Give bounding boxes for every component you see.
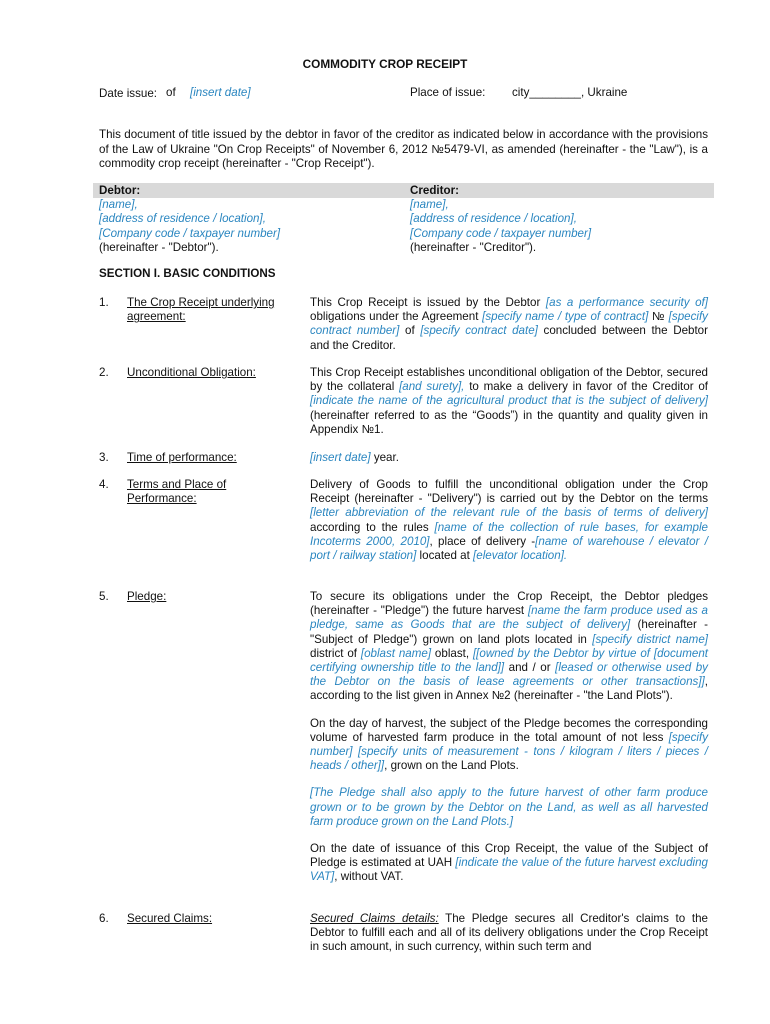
pledge-paragraph-3 — [310, 786, 708, 829]
clause-text: oblast, — [431, 646, 473, 660]
placeholder-text: [specify name / type of contract] — [482, 310, 649, 324]
creditor-block — [410, 184, 710, 255]
clause-text: (hereinafter - "Subject of Pledge") grown on land plots located in — [310, 618, 708, 646]
clause-text: The Pledge secures all Creditor's claims to the Debtor to fulfill each and all of its delivery obligations under the Crop Receipt in such amount, in such currency, within such term and — [310, 912, 708, 954]
placeholder-text: [name of warehouse / elevator / port / railway station] — [310, 534, 708, 563]
clause-label: Terms and Place of Performance: — [127, 478, 227, 506]
clause-text: and / or — [504, 661, 556, 675]
clause-text: This Crop Receipt establishes unconditional obligation of the Debtor, secured by the collateral — [310, 366, 708, 394]
placeholder-text: [specify number] [specify units of measurement - tons / kilogram / liters / pieces / heads / other]] — [310, 730, 708, 773]
placeholder-text: [letter abbreviation of the relevant rule of the basis of terms of delivery] — [310, 506, 708, 520]
clause-text: of — [399, 324, 421, 338]
clause-body — [310, 451, 708, 465]
placeholder-text: [and surety], — [399, 380, 465, 394]
clause-number: 2. — [99, 366, 109, 379]
clause-label: Unconditional Obligation: — [127, 366, 256, 379]
creditor-name: [name], — [410, 198, 449, 212]
placeholder-text: [specify contract number] — [310, 310, 708, 338]
creditor-hereinafter: (hereinafter - "Creditor"). — [410, 240, 537, 254]
placeholder-text: [indicate the value of the future harvest excluding VAT] — [310, 856, 709, 884]
clause-label: Secured Claims: — [127, 912, 213, 925]
clause-text: , without VAT. — [334, 870, 404, 884]
placeholder-text: [as a performance security of] — [545, 296, 708, 309]
pledge-paragraph-2 — [310, 717, 708, 774]
clause-number: 4. — [99, 478, 109, 491]
placeholder-text: [indicate the name of the agricultural product that is the subject of delivery] — [310, 394, 708, 408]
clause-text: To secure its obligations under the Crop Receipt, the Debtor pledges (hereinafter - "Pledge") the future harvest — [310, 590, 708, 618]
creditor-title: Creditor: — [410, 184, 459, 197]
placeholder-text: [oblast name] — [360, 646, 432, 660]
placeholder-text: [elevator location]. — [473, 549, 568, 563]
clause-number: 3. — [99, 451, 109, 464]
pledge-paragraph-1 — [310, 590, 708, 704]
clause-text: to make a delivery in favor of the Creditor of — [464, 380, 708, 394]
clause-body — [310, 296, 708, 353]
clause-text: district of — [310, 646, 361, 660]
placeholder-text: [leased or otherwise used by the Debtor on the basis of lease agreements or other transactions]] — [310, 661, 708, 689]
clause-text: , grown on the Land Plots. — [384, 759, 519, 773]
placeholder-text: [The Pledge shall also apply to the future harvest of other farm produce grown or to be grown by the Debtor on the Land, as well as all harvested farm produce grown on the Land Plots.] — [310, 786, 708, 828]
creditor-code: [Company code / taxpayer number] — [410, 226, 592, 240]
clause-text: Delivery of Goods to fulfill the unconditional obligation under the Crop Receipt (hereinafter - "Delivery") is carried out by the Debtor on the terms — [310, 478, 708, 506]
clause-body — [310, 478, 708, 563]
clause-text: year. — [370, 451, 399, 464]
debtor-hereinafter: (hereinafter - "Debtor"). — [99, 240, 219, 254]
secured-claims-details-heading: Secured Claims details: — [310, 912, 439, 925]
creditor-address: [address of residence / location], — [410, 212, 577, 226]
clause-label: Pledge: — [127, 590, 167, 603]
of-label: of — [166, 86, 176, 99]
clause-text: , place of delivery - — [429, 534, 536, 548]
placeholder-text: [name of the collection of rule bases, for example Incoterms 2000, 2010] — [310, 520, 709, 548]
clause-text: concluded between the Debtor and the Creditor. — [310, 324, 708, 352]
date-issue-label: Date issue: — [99, 87, 157, 100]
clause-text: № — [648, 310, 669, 324]
clause-text: located at — [416, 549, 474, 563]
clause-text: obligations under the Agreement — [310, 310, 483, 324]
placeholder-text: [name the farm produce used as a pledge, same as Goods that are the subject of delivery] — [310, 604, 708, 632]
clause-text: , according to the list given in Annex №2 (hereinafter - "the Land Plots"). — [310, 675, 708, 703]
clause-body — [310, 912, 708, 955]
pledge-paragraph-4 — [310, 842, 708, 885]
debtor-title: Debtor: — [99, 184, 141, 197]
clause-label: The Crop Receipt underlying agreement: — [127, 296, 275, 324]
clause-body — [310, 366, 708, 437]
placeholder-text: [insert date] — [310, 451, 371, 464]
debtor-code: [Company code / taxpayer number] — [99, 226, 281, 240]
placeholder-text: [specify district name] — [592, 632, 708, 646]
clause-text: This Crop Receipt is issued by the Debtor — [310, 296, 546, 309]
clause-number: 1. — [99, 296, 109, 309]
clause-text: according to the rules — [310, 520, 435, 534]
clause-number: 6. — [99, 912, 109, 925]
clause-text: (hereinafter referred to as the “Goods”) in the quantity and quality given in Appendix №1. — [310, 408, 708, 436]
clause-text: On the date of issuance of this Crop Receipt, the value of the Subject of Pledge is estimated at UAH — [310, 842, 708, 870]
issue-date-placeholder: [insert date] — [190, 86, 251, 99]
section-title: SECTION I. BASIC CONDITIONS — [99, 267, 276, 280]
placeholder-text: [specify contract date] — [420, 324, 538, 338]
debtor-block — [99, 184, 399, 255]
document-title: COMMODITY CROP RECEIPT — [302, 57, 468, 71]
clause-number: 5. — [99, 590, 109, 603]
placeholder-text: [[owned by the Debtor by virtue of [document certifying ownership title to the land]] — [310, 646, 708, 675]
place-of-issue-label: Place of issue: — [410, 86, 486, 99]
debtor-name: [name], — [99, 198, 138, 212]
clause-text: On the day of harvest, the subject of the Pledge becomes the corresponding volume of harvested farm produce in the total amount of not less — [310, 716, 708, 744]
clause-label: Time of performance: — [127, 451, 237, 464]
place-of-issue-value: city________, Ukraine — [512, 86, 628, 99]
intro-paragraph: This document of title issued by the debtor in favor of the creditor as indicated below in accordance with the provisions of the Law of Ukraine "On Crop Receipts" of November 6, 2012 №5479-VI, as amended (hereinafter - the "Law"), is a commodity crop receipt (hereinafter - "Crop Receipt"). — [99, 128, 708, 170]
debtor-address: [address of residence / location], — [99, 212, 266, 226]
clause-body — [310, 590, 708, 898]
